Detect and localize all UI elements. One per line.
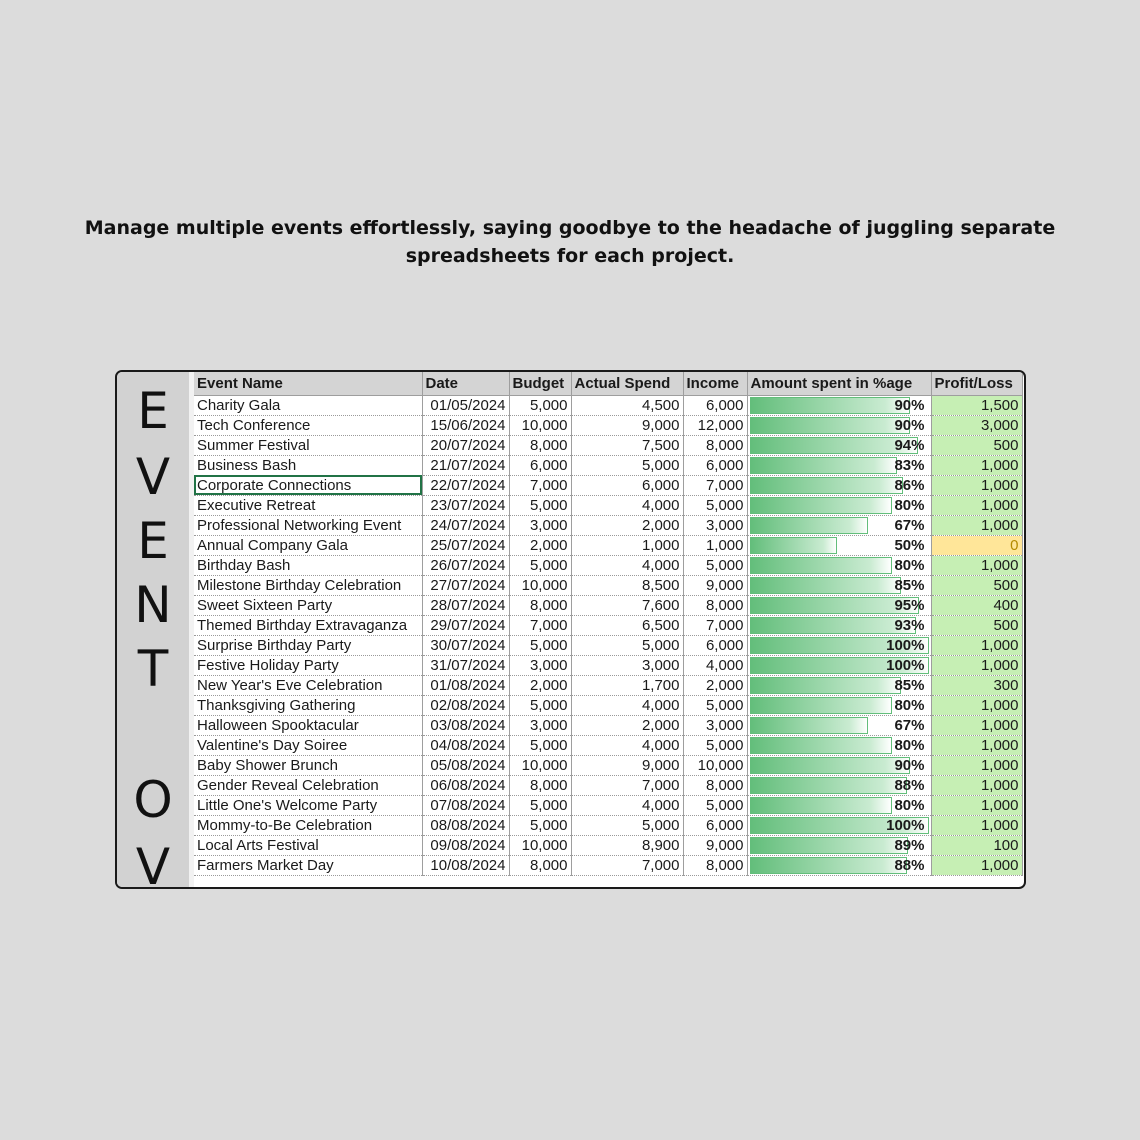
cell-event-name[interactable]: Farmers Market Day (194, 855, 422, 875)
cell-amount-spent-pct[interactable] (747, 515, 931, 535)
cell-income[interactable]: 1,000 (683, 535, 747, 555)
cell-event-name[interactable]: Professional Networking Event (194, 515, 422, 535)
side-letter: V (135, 448, 171, 506)
cell-budget[interactable]: 5,000 (509, 695, 571, 715)
table-row (194, 675, 1022, 695)
cell-date[interactable]: 15/06/2024 (422, 415, 509, 435)
cell-profit-loss[interactable]: 500 (931, 575, 1022, 595)
cell-date[interactable]: 23/07/2024 (422, 495, 509, 515)
pct-value: 85% (894, 676, 925, 694)
cell-income[interactable]: 5,000 (683, 795, 747, 815)
cell-date[interactable]: 03/08/2024 (422, 715, 509, 735)
cell-profit-loss[interactable]: 500 (931, 615, 1022, 635)
cell-amount-spent-pct[interactable] (747, 795, 931, 815)
side-letter: T (137, 640, 169, 698)
header-actual-spend[interactable]: Actual Spend (571, 372, 683, 395)
table-row (194, 835, 1022, 855)
data-bar (750, 677, 902, 694)
cell-event-name[interactable]: Local Arts Festival (194, 835, 422, 855)
cell-budget[interactable]: 10,000 (509, 575, 571, 595)
header-income[interactable]: Income (683, 372, 747, 395)
side-letter: V (135, 838, 171, 889)
cell-income[interactable]: 10,000 (683, 755, 747, 775)
cell-actual-spend[interactable]: 4,000 (571, 735, 683, 755)
pct-value: 80% (894, 696, 925, 714)
cell-date[interactable]: 24/07/2024 (422, 515, 509, 535)
header-profit-loss[interactable]: Profit/Loss (931, 372, 1022, 395)
cell-amount-spent-pct[interactable] (747, 415, 931, 435)
data-bar (750, 857, 907, 874)
cell-income[interactable]: 7,000 (683, 475, 747, 495)
data-bar (750, 617, 916, 634)
data-bar (750, 777, 907, 794)
pct-value: 90% (894, 416, 925, 434)
table-row (194, 655, 1022, 675)
cell-profit-loss[interactable]: 1,000 (931, 855, 1022, 875)
cell-amount-spent-pct[interactable] (747, 835, 931, 855)
data-bar (750, 537, 838, 554)
events-table (194, 372, 1023, 876)
data-bar (750, 697, 892, 714)
cell-income[interactable]: 7,000 (683, 615, 747, 635)
pct-value: 80% (894, 556, 925, 574)
table-row (194, 495, 1022, 515)
pct-value: 83% (894, 456, 925, 474)
cell-amount-spent-pct[interactable] (747, 595, 931, 615)
pct-value: 86% (894, 476, 925, 494)
cell-event-name[interactable]: Corporate Connections (194, 475, 422, 495)
cell-event-name[interactable]: Halloween Spooktacular (194, 715, 422, 735)
pct-value: 100% (886, 656, 925, 674)
cell-date[interactable]: 09/08/2024 (422, 835, 509, 855)
cell-event-name[interactable]: Birthday Bash (194, 555, 422, 575)
cell-amount-spent-pct[interactable] (747, 555, 931, 575)
cell-profit-loss[interactable]: 1,000 (931, 775, 1022, 795)
cell-budget[interactable]: 10,000 (509, 415, 571, 435)
cell-budget[interactable]: 3,000 (509, 715, 571, 735)
data-bar (750, 737, 892, 754)
cell-actual-spend[interactable]: 1,700 (571, 675, 683, 695)
cell-budget[interactable]: 7,000 (509, 615, 571, 635)
cell-amount-spent-pct[interactable] (747, 535, 931, 555)
data-bar (750, 557, 892, 574)
cell-event-name[interactable]: Mommy-to-Be Celebration (194, 815, 422, 835)
cell-date[interactable]: 25/07/2024 (422, 535, 509, 555)
cell-actual-spend[interactable]: 8,500 (571, 575, 683, 595)
cell-date[interactable]: 20/07/2024 (422, 435, 509, 455)
cell-profit-loss[interactable]: 0 (931, 535, 1022, 555)
pct-value: 67% (894, 516, 925, 534)
table-row (194, 635, 1022, 655)
cell-amount-spent-pct[interactable] (747, 395, 931, 415)
cell-profit-loss[interactable]: 1,000 (931, 635, 1022, 655)
table-row (194, 855, 1022, 875)
table-row (194, 775, 1022, 795)
header-date[interactable]: Date (422, 372, 509, 395)
table-row (194, 515, 1022, 535)
table-row (194, 475, 1022, 495)
cell-budget[interactable]: 10,000 (509, 755, 571, 775)
side-letter: E (137, 512, 169, 570)
cell-profit-loss[interactable]: 300 (931, 675, 1022, 695)
cell-profit-loss[interactable]: 1,000 (931, 475, 1022, 495)
side-letter: N (134, 576, 172, 634)
cell-amount-spent-pct[interactable] (747, 655, 931, 675)
pct-value: 90% (894, 756, 925, 774)
data-bar (750, 577, 902, 594)
cell-income[interactable]: 9,000 (683, 835, 747, 855)
table-row (194, 815, 1022, 835)
cell-actual-spend[interactable]: 4,000 (571, 495, 683, 515)
pct-value: 80% (894, 796, 925, 814)
pct-value: 80% (894, 496, 925, 514)
pct-value: 90% (894, 396, 925, 414)
cell-income[interactable]: 5,000 (683, 695, 747, 715)
cell-budget[interactable]: 10,000 (509, 835, 571, 855)
data-bar (750, 797, 892, 814)
pct-value: 89% (894, 836, 925, 854)
cell-profit-loss[interactable]: 1,000 (931, 495, 1022, 515)
table-row (194, 695, 1022, 715)
cell-actual-spend[interactable]: 6,000 (571, 475, 683, 495)
cell-amount-spent-pct[interactable] (747, 575, 931, 595)
cell-date[interactable]: 07/08/2024 (422, 795, 509, 815)
cell-income[interactable]: 8,000 (683, 775, 747, 795)
table-row (194, 435, 1022, 455)
data-bar (750, 397, 911, 414)
cell-income[interactable]: 6,000 (683, 635, 747, 655)
cell-event-name[interactable]: Valentine's Day Soiree (194, 735, 422, 755)
pct-value: 80% (894, 736, 925, 754)
cell-date[interactable]: 01/08/2024 (422, 675, 509, 695)
table-row (194, 555, 1022, 575)
cell-date[interactable]: 30/07/2024 (422, 635, 509, 655)
cell-profit-loss[interactable]: 1,000 (931, 695, 1022, 715)
cell-income[interactable]: 5,000 (683, 495, 747, 515)
cell-event-name[interactable]: Surprise Birthday Party (194, 635, 422, 655)
data-bar (750, 717, 869, 734)
cell-income[interactable]: 5,000 (683, 555, 747, 575)
side-letter: O (133, 771, 173, 829)
spreadsheet-panel (115, 370, 1026, 889)
pct-value: 88% (894, 776, 925, 794)
pct-value: 50% (894, 536, 925, 554)
cell-budget[interactable]: 3,000 (509, 515, 571, 535)
header-budget[interactable]: Budget (509, 372, 571, 395)
cell-actual-spend[interactable]: 5,000 (571, 635, 683, 655)
cell-actual-spend[interactable]: 6,500 (571, 615, 683, 635)
headline: Manage multiple events effortlessly, saying goodbye to the headache of juggling separate spreadsheets for each project. (84, 217, 1056, 267)
cell-profit-loss[interactable]: 1,500 (931, 395, 1022, 415)
cell-date[interactable]: 08/08/2024 (422, 815, 509, 835)
cell-date[interactable]: 02/08/2024 (422, 695, 509, 715)
header-amount-spent-pct[interactable]: Amount spent in %age (747, 372, 931, 395)
cell-budget[interactable]: 2,000 (509, 535, 571, 555)
cell-income[interactable]: 8,000 (683, 855, 747, 875)
header-row (194, 372, 1022, 395)
cell-amount-spent-pct[interactable] (747, 455, 931, 475)
cell-budget[interactable]: 5,000 (509, 635, 571, 655)
cell-date[interactable]: 21/07/2024 (422, 455, 509, 475)
table-row (194, 415, 1022, 435)
cell-budget[interactable]: 8,000 (509, 855, 571, 875)
cell-income[interactable]: 3,000 (683, 515, 747, 535)
cell-amount-spent-pct[interactable] (747, 435, 931, 455)
table-row (194, 575, 1022, 595)
cell-profit-loss[interactable]: 500 (931, 435, 1022, 455)
cell-actual-spend[interactable]: 2,000 (571, 515, 683, 535)
cell-amount-spent-pct[interactable] (747, 695, 931, 715)
cell-budget[interactable]: 5,000 (509, 555, 571, 575)
cell-amount-spent-pct[interactable] (747, 475, 931, 495)
cell-amount-spent-pct[interactable] (747, 815, 931, 835)
data-bar (750, 837, 909, 854)
cell-actual-spend[interactable]: 5,000 (571, 455, 683, 475)
cell-budget[interactable]: 7,000 (509, 475, 571, 495)
cell-budget[interactable]: 3,000 (509, 655, 571, 675)
cell-event-name[interactable]: Gender Reveal Celebration (194, 775, 422, 795)
cell-event-name[interactable]: Milestone Birthday Celebration (194, 575, 422, 595)
vertical-title-strip (117, 372, 189, 887)
cell-amount-spent-pct[interactable] (747, 495, 931, 515)
cell-event-name[interactable]: New Year's Eve Celebration (194, 675, 422, 695)
cell-profit-loss[interactable]: 1,000 (931, 815, 1022, 835)
cell-budget[interactable]: 2,000 (509, 675, 571, 695)
cell-actual-spend[interactable]: 4,500 (571, 395, 683, 415)
cell-actual-spend[interactable]: 3,000 (571, 655, 683, 675)
cell-date[interactable]: 06/08/2024 (422, 775, 509, 795)
table-row (194, 535, 1022, 555)
cell-actual-spend[interactable]: 4,000 (571, 695, 683, 715)
cell-budget[interactable]: 8,000 (509, 595, 571, 615)
cell-income[interactable]: 4,000 (683, 655, 747, 675)
data-bar (750, 477, 903, 494)
table-row (194, 755, 1022, 775)
header-event-name[interactable]: Event Name (194, 372, 422, 395)
cell-budget[interactable]: 8,000 (509, 435, 571, 455)
pct-value: 85% (894, 576, 925, 594)
cell-budget[interactable]: 5,000 (509, 795, 571, 815)
cell-amount-spent-pct[interactable] (747, 635, 931, 655)
pct-value: 93% (894, 616, 925, 634)
cell-date[interactable]: 28/07/2024 (422, 595, 509, 615)
cell-actual-spend[interactable]: 4,000 (571, 795, 683, 815)
cell-actual-spend[interactable]: 7,000 (571, 855, 683, 875)
table-row (194, 735, 1022, 755)
cell-event-name[interactable]: Themed Birthday Extravaganza (194, 615, 422, 635)
cell-profit-loss[interactable]: 1,000 (931, 715, 1022, 735)
cell-event-name[interactable]: Festive Holiday Party (194, 655, 422, 675)
cell-income[interactable]: 5,000 (683, 735, 747, 755)
cell-actual-spend[interactable]: 5,000 (571, 815, 683, 835)
pct-value: 95% (894, 596, 925, 614)
cell-profit-loss[interactable]: 1,000 (931, 455, 1022, 475)
cell-budget[interactable]: 6,000 (509, 455, 571, 475)
side-letter: E (137, 382, 169, 440)
data-bar (750, 457, 898, 474)
table-row (194, 615, 1022, 635)
cell-income[interactable]: 8,000 (683, 595, 747, 615)
cell-budget[interactable]: 8,000 (509, 775, 571, 795)
cell-income[interactable]: 3,000 (683, 715, 747, 735)
data-bar (750, 497, 892, 514)
cell-event-name[interactable]: Thanksgiving Gathering (194, 695, 422, 715)
cell-profit-loss[interactable]: 1,000 (931, 555, 1022, 575)
cell-amount-spent-pct[interactable] (747, 615, 931, 635)
cell-actual-spend[interactable]: 4,000 (571, 555, 683, 575)
cell-event-name[interactable]: Summer Festival (194, 435, 422, 455)
cell-date[interactable]: 27/07/2024 (422, 575, 509, 595)
cell-date[interactable]: 26/07/2024 (422, 555, 509, 575)
cell-date[interactable]: 10/08/2024 (422, 855, 509, 875)
table-row (194, 455, 1022, 475)
cell-actual-spend[interactable]: 7,500 (571, 435, 683, 455)
cell-date[interactable]: 22/07/2024 (422, 475, 509, 495)
cell-profit-loss[interactable]: 1,000 (931, 735, 1022, 755)
cell-profit-loss[interactable]: 3,000 (931, 415, 1022, 435)
pct-value: 100% (886, 816, 925, 834)
pct-value: 88% (894, 856, 925, 874)
cell-profit-loss[interactable]: 1,000 (931, 795, 1022, 815)
cell-income[interactable]: 12,000 (683, 415, 747, 435)
cell-budget[interactable]: 5,000 (509, 815, 571, 835)
cell-amount-spent-pct[interactable] (747, 715, 931, 735)
data-bar (750, 417, 911, 434)
cell-income[interactable]: 6,000 (683, 815, 747, 835)
cell-event-name[interactable]: Baby Shower Brunch (194, 755, 422, 775)
cell-income[interactable]: 2,000 (683, 675, 747, 695)
cell-date[interactable]: 29/07/2024 (422, 615, 509, 635)
cell-date[interactable]: 01/05/2024 (422, 395, 509, 415)
cell-event-name[interactable]: Executive Retreat (194, 495, 422, 515)
cell-actual-spend[interactable]: 1,000 (571, 535, 683, 555)
cell-budget[interactable]: 5,000 (509, 735, 571, 755)
cell-amount-spent-pct[interactable] (747, 735, 931, 755)
cell-profit-loss[interactable]: 1,000 (931, 655, 1022, 675)
cell-actual-spend[interactable]: 7,600 (571, 595, 683, 615)
cell-actual-spend[interactable]: 9,000 (571, 415, 683, 435)
cell-profit-loss[interactable]: 100 (931, 835, 1022, 855)
table-row (194, 715, 1022, 735)
cell-actual-spend[interactable]: 9,000 (571, 755, 683, 775)
cell-event-name[interactable]: Business Bash (194, 455, 422, 475)
cell-event-name[interactable]: Sweet Sixteen Party (194, 595, 422, 615)
pct-value: 94% (894, 436, 925, 454)
cell-income[interactable]: 6,000 (683, 395, 747, 415)
cell-income[interactable]: 9,000 (683, 575, 747, 595)
cell-date[interactable]: 04/08/2024 (422, 735, 509, 755)
pct-value: 67% (894, 716, 925, 734)
cell-actual-spend[interactable]: 7,000 (571, 775, 683, 795)
cell-income[interactable]: 8,000 (683, 435, 747, 455)
cell-profit-loss[interactable]: 1,000 (931, 515, 1022, 535)
pct-value: 100% (886, 636, 925, 654)
cell-event-name[interactable]: Annual Company Gala (194, 535, 422, 555)
cell-date[interactable]: 05/08/2024 (422, 755, 509, 775)
cell-event-name[interactable]: Charity Gala (194, 395, 422, 415)
cell-event-name[interactable]: Tech Conference (194, 415, 422, 435)
data-bar (750, 757, 911, 774)
table-row (194, 795, 1022, 815)
cell-income[interactable]: 6,000 (683, 455, 747, 475)
cell-budget[interactable]: 5,000 (509, 495, 571, 515)
cell-profit-loss[interactable]: 1,000 (931, 755, 1022, 775)
cell-profit-loss[interactable]: 400 (931, 595, 1022, 615)
cell-actual-spend[interactable]: 8,900 (571, 835, 683, 855)
cell-budget[interactable]: 5,000 (509, 395, 571, 415)
cell-amount-spent-pct[interactable] (747, 755, 931, 775)
cell-event-name[interactable]: Little One's Welcome Party (194, 795, 422, 815)
cell-amount-spent-pct[interactable] (747, 855, 931, 875)
cell-amount-spent-pct[interactable] (747, 675, 931, 695)
cell-date[interactable]: 31/07/2024 (422, 655, 509, 675)
data-bar (750, 517, 869, 534)
table-row (194, 395, 1022, 415)
table-row (194, 595, 1022, 615)
cell-amount-spent-pct[interactable] (747, 775, 931, 795)
data-bar (750, 437, 918, 454)
cell-actual-spend[interactable]: 2,000 (571, 715, 683, 735)
